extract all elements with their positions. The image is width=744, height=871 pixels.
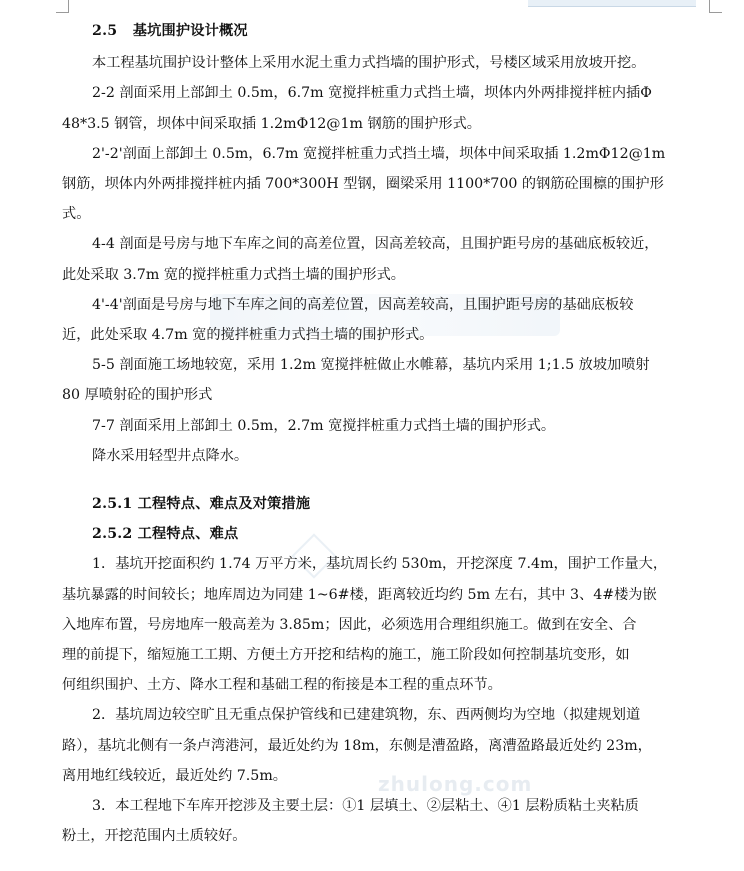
point-line: 3．本工程地下车库开挖涉及主要土层：①1 层填土、②层粘土、④1 层粉质粘土夹粘质 — [92, 798, 639, 815]
paragraph-line: 2-2 剖面采用上部卸土 0.5m，6.7m 宽搅拌桩重力式挡土墙，坝体内外两排搅拌桩内插Φ — [92, 85, 652, 102]
crop-mark-top-right — [709, 0, 722, 13]
crop-mark-top-left — [56, 0, 69, 13]
section-number: 2.5 — [92, 23, 118, 39]
section-title: 基坑围护设计概况 — [132, 23, 248, 39]
point-line: 何组织围护、土方、降水工程和基础工程的衔接是本工程的重点环节。 — [62, 677, 502, 694]
subsection-number: 2.5.2 — [92, 526, 133, 543]
point-line: 1．基坑开挖面积约 1.74 万平方米，基坑周长约 530m，开挖深度 7.4m，围护工作量大， — [92, 556, 668, 573]
paragraph-line: 48*3.5 钢管，坝体中间采取插 1.2mΦ12@1m 钢筋的围护形式。 — [62, 115, 481, 132]
paragraph-line: 7-7 剖面采用上部卸土 0.5m，2.7m 宽搅拌桩重力式挡土墙的围护形式。 — [92, 417, 556, 434]
subsection-number: 2.5.1 — [92, 496, 133, 513]
paragraph-line: 钢筋，坝体内外两排搅拌桩内插 700*300H 型钢，圈梁采用 1100*700 的钢筋砼围檩的围护形 — [62, 176, 664, 193]
spacer — [92, 471, 710, 489]
point-line: 路），基坑北侧有一条卢湾港河，最近处约为 18m，东侧是漕盈路，离漕盈路最近处约 23m， — [62, 737, 652, 754]
subsection-title: 工程特点、难点及对策措施 — [137, 496, 311, 513]
watermark-text: zhulong.com — [378, 772, 533, 796]
paragraph-line: 此处采取 3.7m 宽的搅拌桩重力式挡土墙的围护形式。 — [62, 266, 405, 283]
paragraph-line: 2'-2'剖面上部卸土 0.5m，6.7m 宽搅拌桩重力式挡土墙，坝体中间采取插 1.2mΦ12@1m — [92, 145, 666, 162]
paragraph-line: 4-4 剖面是号房与地下车库之间的高差位置，因高差较高，且围护距号房的基础底板较近， — [92, 236, 659, 253]
point-line: 粉土，开挖范围内土质较好。 — [62, 828, 247, 845]
paragraph-line: 4'-4'剖面是号房与地下车库之间的高差位置，因高差较高，且围护距号房的基础底板较 — [92, 296, 634, 313]
point-line: 2．基坑周边较空旷且无重点保护管线和已建建筑物，东、西两侧均为空地（拟建规划道 — [92, 707, 641, 724]
paragraph-line: 式。 — [62, 206, 91, 223]
paragraph-line: 降水采用轻型井点降水。 — [92, 447, 249, 464]
document-body — [62, 16, 710, 851]
point-line: 离用地红线较近，最近处约 7.5m。 — [62, 767, 287, 784]
point-line: 基坑暴露的时间较长；地库周边为同建 1~6#楼，距离较近均约 5m 左右，其中 3、4#楼为嵌 — [62, 586, 657, 603]
paragraph-line: 80 厚喷射砼的围护形式 — [62, 387, 213, 404]
subsection-heading — [92, 519, 710, 549]
paragraph-line: 5-5 剖面施工场地较宽，采用 1.2m 宽搅拌桩做止水帷幕，基坑内采用 1;1.5 放坡加喷射 — [92, 357, 650, 374]
subsection-title: 工程特点、难点 — [137, 526, 239, 543]
section-heading — [92, 16, 710, 46]
header-strip — [528, 0, 696, 7]
paragraph-line: 本工程基坑围护设计整体上采用水泥土重力式挡墙的围护形式，号楼区域采用放坡开挖。 — [92, 55, 646, 72]
subsection-heading — [92, 489, 710, 519]
paragraph-line: 近，此处采取 4.7m 宽的搅拌桩重力式挡土墙的围护形式。 — [62, 327, 434, 344]
point-line: 入地库布置，号房地库一般高差为 3.85m；因此，必须选用合理组织施工。做到在安全、合 — [62, 616, 637, 633]
point-line: 理的前提下，缩短施工工期、方便土方开挖和结构的施工，施工阶段如何控制基坑变形，如 — [62, 647, 630, 664]
